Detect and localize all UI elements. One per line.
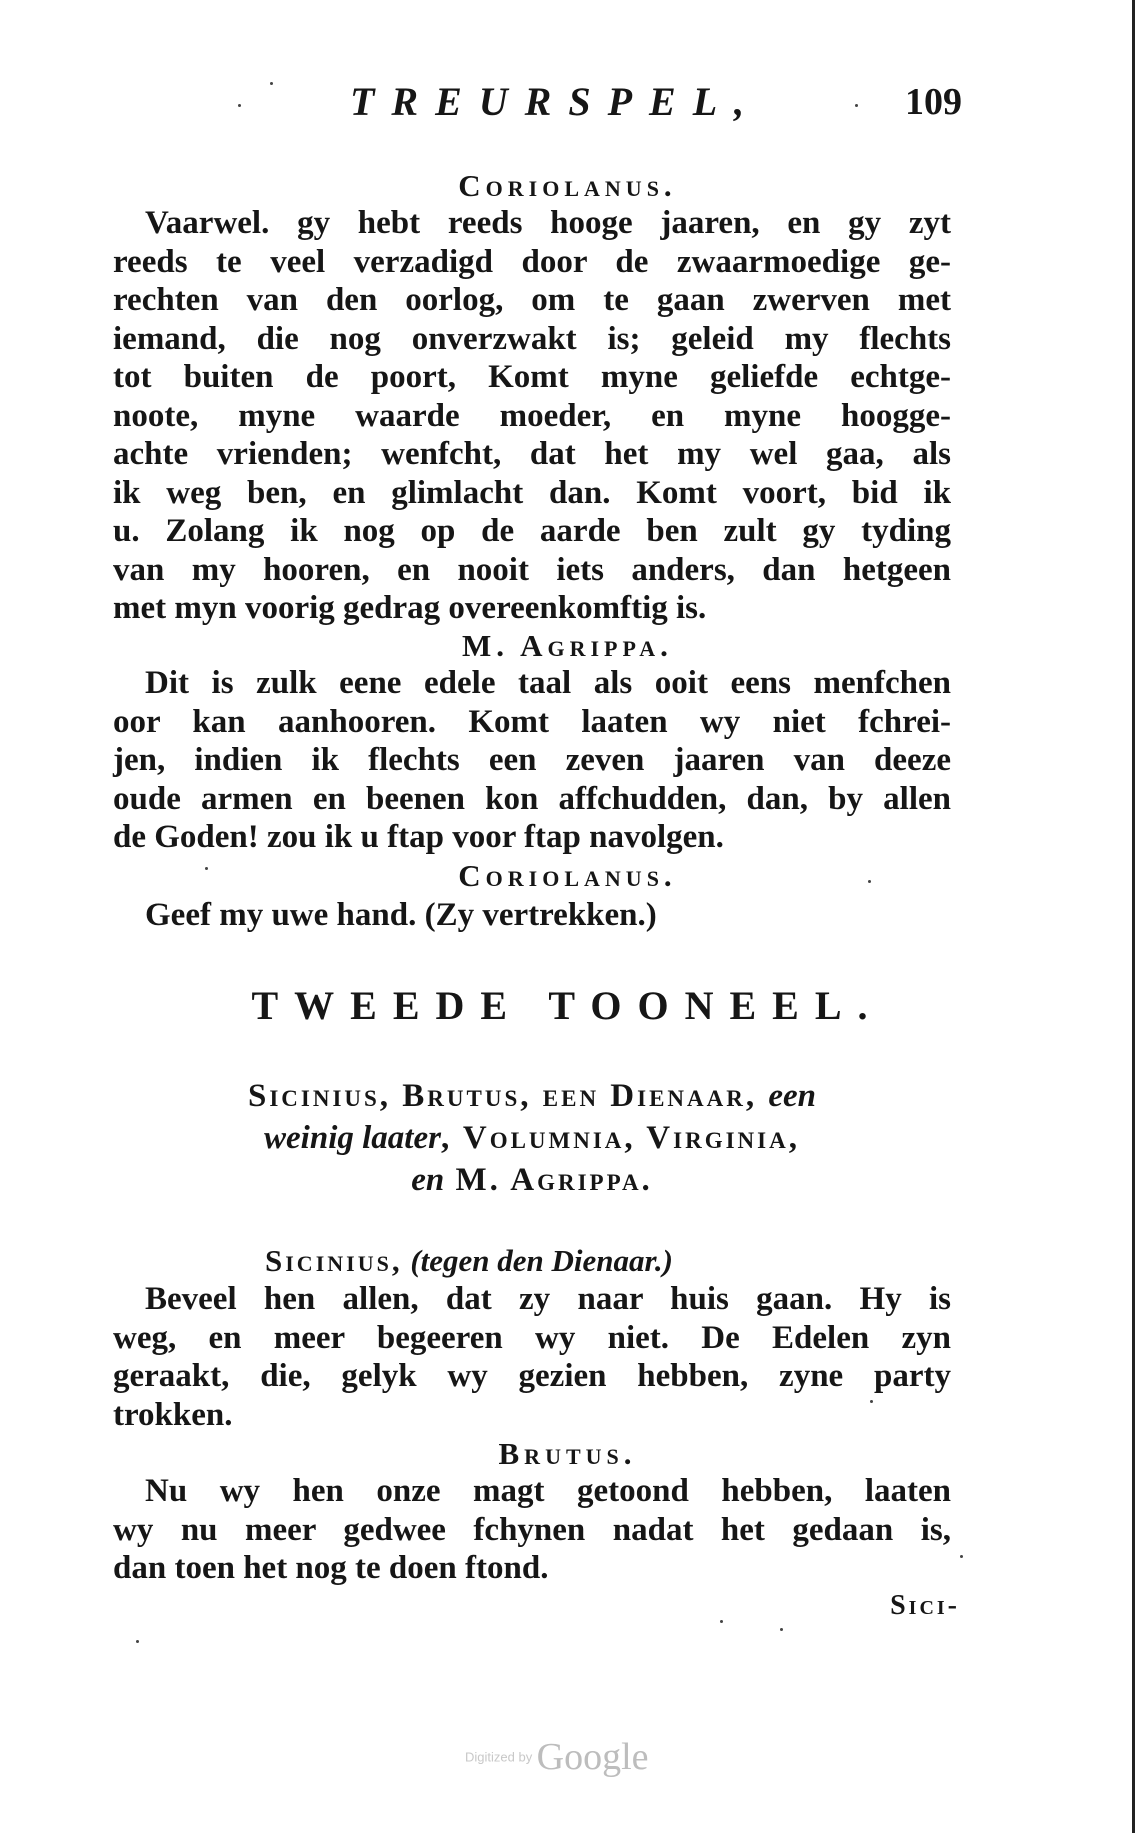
running-title: TREURSPEL, [350, 79, 762, 124]
speech-line: tot buiten de poort, Komt myne geliefde echtge- [113, 359, 951, 395]
speech-line: jen, indien ik flechts een zeven jaaren van deeze [113, 742, 951, 778]
cast-direction: en [411, 1162, 445, 1198]
speech-line: Beveel hen allen, dat zy naar huis gaan. Hy is [145, 1281, 951, 1317]
cast-direction: een [768, 1078, 817, 1114]
cast-direction: weinig laater [264, 1120, 441, 1156]
scene-heading: TWEEDE TOONEEL. [251, 983, 884, 1028]
scan-speck [205, 867, 208, 870]
scan-speck [960, 1555, 963, 1558]
scan-speck [855, 104, 858, 107]
speaker-coriolanus-2: Coriolanus. [458, 858, 677, 893]
speech-line: oor kan aanhooren. Komt laaten wy niet fchrei- [113, 703, 951, 740]
scan-speck [270, 82, 273, 85]
catchword: Sici- [890, 1590, 960, 1621]
scan-speck [238, 104, 241, 107]
speech-line: Dit is zulk eene edele taal als ooit eens menfchen [145, 665, 951, 701]
speech-line: iemand, die nog onverzwakt is; geleid my flechts [113, 320, 951, 357]
cast-line [113, 1117, 951, 1159]
speech-coriolanus-2 [113, 896, 951, 935]
speech-line: dan toen het nog te doen ftond. [113, 1550, 549, 1586]
speech-line: trokken. [113, 1396, 233, 1433]
scan-speck [720, 1620, 723, 1623]
speech-brutus [113, 1472, 951, 1588]
page-number: 109 [905, 81, 962, 123]
speaker-coriolanus: Coriolanus. [458, 168, 677, 203]
speaker-agrippa: M. Agrippa. [462, 628, 673, 663]
watermark-logo-text: Google [536, 1736, 649, 1778]
scan-speck [136, 1640, 139, 1643]
speech-line: achte vrienden; wenfcht, dat het my wel gaa, als [113, 436, 951, 472]
cast-names: Sicinius, Brutus, een Dienaar, [247, 1078, 758, 1114]
speech-line: Vaarwel. gy hebt reeds hooge jaaren, en gy zyt [145, 205, 951, 241]
speech-line: Geef my uwe hand. (Zy vertrekken.) [145, 897, 657, 933]
speech-line: weg, en meer begeeren wy niet. De Edelen zyn [113, 1319, 951, 1356]
speech-agrippa [113, 664, 951, 857]
speech-line: noote, myne waarde moeder, en myne hoogge- [113, 397, 951, 434]
speech-line: met myn voorig gedrag overeenkomftig is. [113, 590, 707, 626]
speech-line: u. Zolang ik nog op de aarde ben zult gy tyding [113, 513, 951, 549]
speech-line: van my hooren, en nooit iets anders, dan hetgeen [113, 551, 951, 588]
scan-speck [780, 1628, 783, 1631]
speech-coriolanus-1 [113, 204, 951, 628]
cast-names: , Volumnia, Virginia, [440, 1120, 800, 1156]
speaker-brutus: Brutus. [498, 1436, 637, 1471]
speech-sicinius [113, 1280, 951, 1434]
speech-line: rechten van den oorlog, om te gaan zwerven met [113, 282, 951, 318]
cast-names: M. Agrippa. [455, 1162, 653, 1198]
speech-line: oude armen en beenen kon affchudden, dan, by allen [113, 780, 951, 817]
speech-line: wy nu meer gedwee fchynen nadat het gedaan is, [113, 1511, 951, 1548]
speech-line: de Goden! zou ik u ftap voor ftap navolgen. [113, 819, 724, 855]
cast-line [113, 1159, 951, 1201]
page-header [350, 78, 970, 128]
stage-direction: (tegen den Dienaar.) [410, 1243, 673, 1278]
scan-speck [868, 880, 871, 883]
speech-line: reeds te veel verzadigd door de zwaarmoedige ge- [113, 243, 951, 280]
google-watermark [465, 1735, 715, 1779]
speaker-sicinius-line [265, 1243, 673, 1279]
scan-speck [870, 1400, 873, 1403]
speaker-sicinius: Sicinius, [265, 1243, 403, 1278]
speech-line: geraakt, die, gelyk wy gezien hebben, zyne party [113, 1358, 951, 1394]
watermark-small-text: Digitized by [465, 1749, 533, 1765]
speech-line: Nu wy hen onze magt getoond hebben, laaten [145, 1473, 951, 1509]
speech-line: ik weg ben, en glimlacht dan. Komt voort, bid ik [113, 474, 951, 511]
cast-line [113, 1075, 951, 1117]
cast-list [113, 1075, 951, 1201]
